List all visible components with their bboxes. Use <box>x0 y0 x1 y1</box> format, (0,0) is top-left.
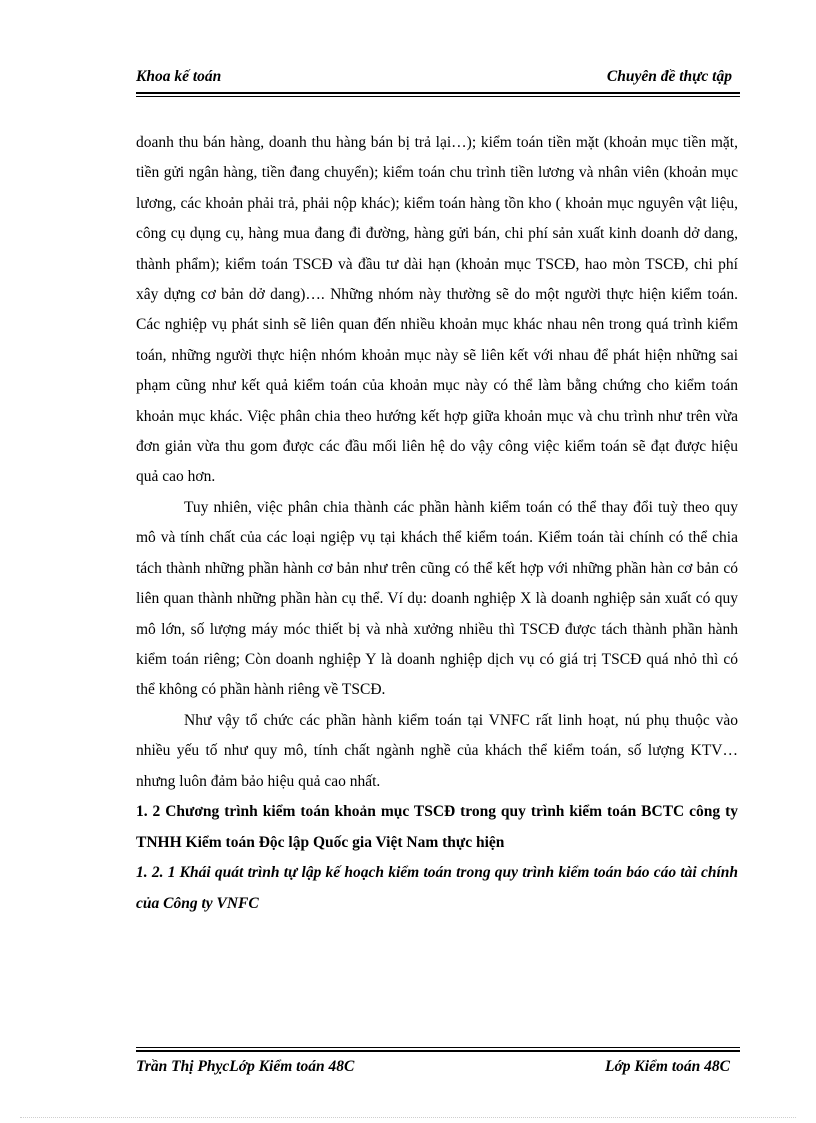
header-document-type: Chuyên đề thực tập <box>606 68 732 85</box>
page-header <box>136 66 740 94</box>
page-edge-divider <box>20 1117 796 1118</box>
subsection-heading: 1. 2. 1 Khái quát trình tự lập kế hoạch kiểm toán trong quy trình kiểm toán báo cáo tài chính của Công ty VNFC <box>136 864 738 912</box>
header-faculty: Khoa kế toán <box>136 68 222 85</box>
section-heading: 1. 2 Chương trình kiểm toán khoản mục TSCĐ trong quy trình kiểm toán BCTC công ty TNHH Kiểm toán Độc lập Quốc gia Việt Nam thực hiện <box>136 802 738 851</box>
body-paragraph-2: Tuy nhiên, việc phân chia thành các phần hành kiểm toán có thể thay đổi tuỳ theo quy mô và tính chất của các loại ngiệp vụ tại khách thể kiểm toán. Kiểm toán tài chính có thể chia tách thành những phần hành cơ bản như trên cũng có thể kết hợp với những phần hàn cơ bản có liên quan thành những phần hàn cụ thể. Ví dụ: doanh nghiệp X là doanh nghiệp sản xuất có quy mô lớn, số lượng máy móc thiết bị và nhà xưởng nhiều thì TSCĐ được tách thành phần hành kiểm toán riêng; Còn doanh nghiệp Y là doanh nghiệp dịch vụ có giá trị TSCĐ quá nhỏ thì có thể không có phần hành riêng về TSCĐ. <box>136 498 738 699</box>
footer-class: Lớp Kiểm toán 48C <box>604 1058 730 1075</box>
footer-author: Trần Thị PhỵcLớp Kiểm toán 48C <box>136 1058 355 1075</box>
page-footer <box>136 1050 740 1082</box>
document-body <box>136 128 738 919</box>
body-paragraph-3: Như vậy tổ chức các phần hành kiểm toán tại VNFC rất linh hoạt, nú phụ thuộc vào nhiều yếu tố như quy mô, tính chất ngành nghề của khách thể kiểm toán, số lượng KTV… nhưng luôn đảm bảo hiệu quả cao nhất. <box>136 711 738 790</box>
body-paragraph-1: doanh thu bán hàng, doanh thu hàng bán bị trả lại…); kiểm toán tiền mặt (khoản mục tiền mặt, tiền gửi ngân hàng, tiền đang chuyển); kiểm toán chu trình tiền lương và nhân viên (khoản mục lương, các khoản phải trả, phải nộp khác); kiểm toán hàng tồn kho ( khoản mục nguyên vật liệu, công cụ dụng cụ, hàng mua đang đi đường, hàng gửi bán, chi phí sản xuất kinh doanh dở dang, thành phẩm); kiểm toán TSCĐ và đầu tư dài hạn (khoản mục TSCĐ, hao mòn TSCĐ, chi phí xây dựng cơ bản dở dang)…. Những nhóm này thường sẽ do một người thực hiện kiểm toán. Các nghiệp vụ phát sinh sẽ liên quan đến nhiều khoản mục khác nhau nên trong quá trình kiểm toán, những người thực hiện nhóm khoản mục này sẽ liên kết với nhau để phát hiện những sai phạm cũng như kết quả kiểm toán của khoản mục này có thể làm bằng chứng cho kiểm toán khoản mục khác. Việc phân chia theo hướng kết hợp giữa khoản mục và chu trình như trên vừa đơn giản vừa thu gom được các đầu mối liên hệ do vậy công việc kiểm toán sẽ đạt được hiệu quả cao hơn. <box>136 134 738 486</box>
